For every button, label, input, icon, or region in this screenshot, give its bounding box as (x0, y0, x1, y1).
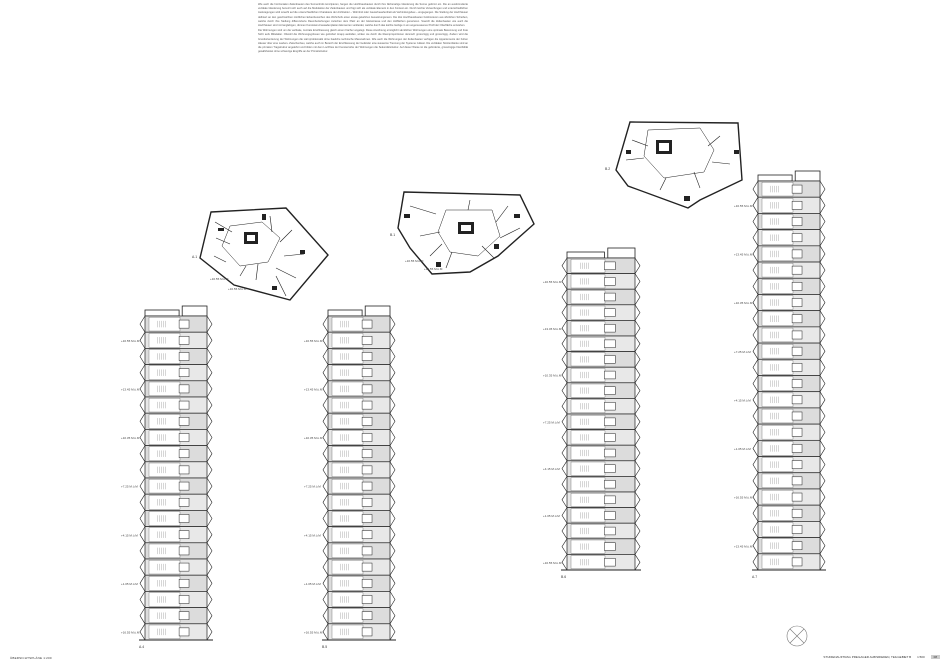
tower-floor (753, 181, 825, 197)
plan-level-tag: +16.55 M.ü.M (405, 259, 424, 263)
plan-level-tag: +16.55 M.ü.M (210, 277, 229, 281)
tower-floor (562, 289, 640, 305)
tower-floor (753, 327, 825, 343)
floor-level-label: +16.55 M.ü.M (121, 338, 140, 343)
tower-floor (323, 413, 395, 429)
tower-floor (562, 398, 640, 414)
floor-level-label: +4.15 M.ü.M (734, 398, 751, 403)
tower-floor (543, 508, 640, 524)
tower-floor (562, 305, 640, 321)
tower-floor (753, 262, 825, 278)
tower-floor (543, 461, 640, 477)
tower-floor (543, 320, 640, 336)
footer-page-number: 08 (931, 655, 940, 659)
tower-floor (121, 332, 212, 348)
tower-floor (562, 383, 640, 399)
tower-floor (562, 445, 640, 461)
tower-floor (304, 332, 395, 348)
tower-floor (562, 539, 640, 555)
tower-floor (140, 462, 212, 478)
tower-floor (753, 311, 825, 327)
floor-level-label: +1.05 M.ü.M (734, 447, 751, 452)
footer-scale: 1:500 (917, 655, 925, 659)
tower-label: A.7 (752, 575, 758, 579)
tower-floor (323, 446, 395, 462)
tower-floor (734, 197, 825, 213)
floor-level-label: +13.45 M.ü.M (543, 326, 562, 331)
tower-floor (562, 476, 640, 492)
floor-level-label: +1.05 M.ü.M (543, 513, 560, 518)
plan-level-tag: +16.55 M.ü.M (228, 287, 247, 291)
tower-floor (140, 413, 212, 429)
tower-floor (140, 348, 212, 364)
tower-floor (304, 624, 395, 640)
tower-floor (734, 294, 825, 310)
plan-label: B.1 (390, 233, 396, 237)
tower-floor (323, 510, 395, 526)
tower-floor (562, 336, 640, 352)
tower-floor (140, 543, 212, 559)
tower-floor (323, 559, 395, 575)
description-paragraph-2: Die Wohnungen sind um die vertikale, zentrale Erschliessung gleich einem Fächer angelegt. Diese Anordnung ermöglicht sämtlichen Wohnungen eine optimale Besonnung und freie Sicht aufs Mittelalter. Obwohl die Wohnungsgrössen wie gefordert knapp ausfallen, wirken sie durch die Raumproportionen dennoch grosszügig und grosszügig. Zudem wird die Grundorientierung der Wohnungen die Lärmproblematik ohne bauliche technische Massnahmen. Wie auch die Wohnungen der Zeilenbauten verfügen die Appartements der hohen Häuser über eine Lauben- Zwischenbau, welche auch im Bereich der Erschliessung der Geländer eine äusserste Trennung der Systeme zulässt. Die vertikalen Stützenbänke sind an die primären Tragstruktur angelehnt und bilden mit dem Lochfries der Fensterreihe der Wohnungen die Sekundärstruktur. Auf dieser Weise ist die geforderte, grosszügige Flexibilität gewährleistet ohne schwerige Eingriffe an der Primärstruktur. (258, 29, 468, 54)
tower-floor (562, 523, 640, 539)
tower-floor (121, 429, 212, 445)
tower-floor (562, 258, 640, 274)
tower-floor (753, 408, 825, 424)
tower-floor (323, 543, 395, 559)
floor-level-label: +7.25 M.ü.M (543, 420, 560, 425)
floor-level-label: +16.55 M.ü.M (121, 630, 140, 635)
tower-floor (140, 316, 212, 332)
tower-floor (753, 359, 825, 375)
floor-level-label: +7.25 M.ü.M (121, 484, 138, 489)
floor-level-label: +13.45 M.ü.M (304, 387, 323, 392)
plan-label: A.1 (192, 255, 198, 259)
tower-floor (140, 510, 212, 526)
floor-level-label: +10.35 M.ü.M (304, 436, 323, 441)
floor-level-label: +13.45 M.ü.M (734, 544, 753, 549)
floor-level-label: +16.55 M.ü.M (304, 630, 323, 635)
footer-right (823, 655, 940, 659)
floor-level-label: +16.55 M.ü.M (734, 495, 753, 500)
tower-floor (121, 624, 212, 640)
floor-level-label: +7.25 M.ü.M (734, 349, 751, 354)
tower-floor (543, 414, 640, 430)
floor-level-label: +16.55 M.ü.M (304, 338, 323, 343)
tower-floor (323, 608, 395, 624)
tower-floor (734, 343, 825, 359)
floor-level-label: +1.05 M.ü.M (121, 581, 138, 586)
floor-level-label: +4.15 M.ü.M (304, 533, 321, 538)
tower-floor (140, 559, 212, 575)
tower-floor (323, 348, 395, 364)
tower-floor (753, 457, 825, 473)
tower-floor (543, 367, 640, 383)
tower-floor (753, 521, 825, 537)
tower-floor (753, 505, 825, 521)
tower-floor (121, 381, 212, 397)
tower-floor (323, 397, 395, 413)
floor-level-label: +16.55 M.ü.M (543, 560, 562, 565)
plan-level-tag: +16.55 M.ü.M (424, 267, 443, 271)
floor-plan-b3 (616, 122, 742, 208)
tower-floor (562, 352, 640, 368)
floor-level-label: +13.45 M.ü.M (121, 387, 140, 392)
tower-b5 (304, 306, 396, 649)
floor-level-label: +16.55 M.ü.M (543, 279, 562, 284)
floor-level-label: +16.55 M.ü.M (734, 203, 753, 208)
tower-label: A.4 (139, 645, 145, 649)
tower-floor (140, 591, 212, 607)
tower-floor (304, 527, 395, 543)
tower-floor (323, 365, 395, 381)
tower-floor (753, 424, 825, 440)
tower-a4 (121, 306, 213, 649)
tower-floor (323, 316, 395, 332)
floor-level-label: +13.45 M.ü.M (734, 252, 753, 257)
tower-floor (323, 494, 395, 510)
tower-floor (304, 575, 395, 591)
floor-level-label: +4.15 M.ü.M (121, 533, 138, 538)
tower-floor (140, 494, 212, 510)
tower-floor (140, 446, 212, 462)
footer-project-title: STUDIENAUFTRAG PREILAGER ALBISRIEDEN, TEILGEBIET B (823, 655, 912, 659)
tower-floor (543, 274, 640, 290)
description-paragraph-1: Wie auch die horizontalen Zeilenbauten des Sonnenhofs konzipieren, fangen die Hochhausbauten durch ihre fächerartige Gliederung die Sonne geformt ein. Die an ausformulierte vertikale Gliederung benutzt sich auch auf die Modulation der Zeilenbauten und fügt sich als vertikale Element in den Kontext ein. Durch leichte Verwerfungen und unterschiedlichen Auskragungen wird sowohl auf die unterschiedlichen Charaktere der Architektur – Wohnhof oder Gewerbeaufenthalt als Verbindungsbau – eingegangen. Die Stellung der Hochhäuser definiert an den geschwichten nördlichen Eckenbereichen des Wohnhofs einen etwas gekehrten Ausweitungsraum. Die drei Hochhausbauten funktionieren aus ähnlichen Scheiben, welche durch ihre Stellung differenzierte Raumbeziehungen zwischen dem Platz an der Gleisstrasse und den Hofflächen generieren. Sowohl die Zeilenbauten wie auch die Hochhäuser sind mit langlebigen, dünnen Kunststein-Fassadenplatten Elementen verkleidet, welche durch das leichte Gefüge in ein angemessenes Profil der Oberfläche entstehen. (258, 3, 468, 28)
tower-b6 (543, 248, 641, 579)
floor-level-label: +7.25 M.ü.M (304, 484, 321, 489)
tower-floor (323, 462, 395, 478)
tower-floor (562, 430, 640, 446)
tower-floor (753, 230, 825, 246)
tower-floor (121, 575, 212, 591)
tower-floor (304, 478, 395, 494)
tower-label: B.6 (561, 575, 567, 579)
tower-floor (140, 365, 212, 381)
tower-floor (543, 554, 640, 570)
plan-label: B.2 (605, 167, 611, 171)
tower-floor (734, 440, 825, 456)
tower-floor (734, 489, 825, 505)
tower-floor (140, 608, 212, 624)
tower-floor (753, 213, 825, 229)
tower-floor (140, 397, 212, 413)
tower-floor (121, 527, 212, 543)
tower-label: B.5 (322, 645, 328, 649)
tower-floor (753, 376, 825, 392)
tower-floor (734, 538, 825, 554)
footer-left-text: ÜBERSICHTSPLÄNE 1:200 (10, 656, 52, 660)
tower-floor (323, 591, 395, 607)
tower-floor (734, 392, 825, 408)
tower-a7 (734, 171, 826, 579)
floor-plan-a1 (200, 208, 328, 300)
floor-level-label: +4.15 M.ü.M (543, 467, 560, 472)
tower-floor (121, 478, 212, 494)
floor-level-label: +10.35 M.ü.M (121, 436, 140, 441)
floor-level-label: +10.35 M.ü.M (734, 301, 753, 306)
tower-floor (304, 381, 395, 397)
floor-level-label: +10.35 M.ü.M (543, 373, 562, 378)
north-arrow-icon (787, 626, 807, 646)
tower-floor (753, 473, 825, 489)
tower-floor (562, 492, 640, 508)
floor-plans (200, 122, 742, 300)
tower-floor (304, 429, 395, 445)
floor-level-label: +1.05 M.ü.M (304, 581, 321, 586)
tower-floor (753, 554, 825, 570)
tower-floor (753, 278, 825, 294)
tower-floor (734, 246, 825, 262)
